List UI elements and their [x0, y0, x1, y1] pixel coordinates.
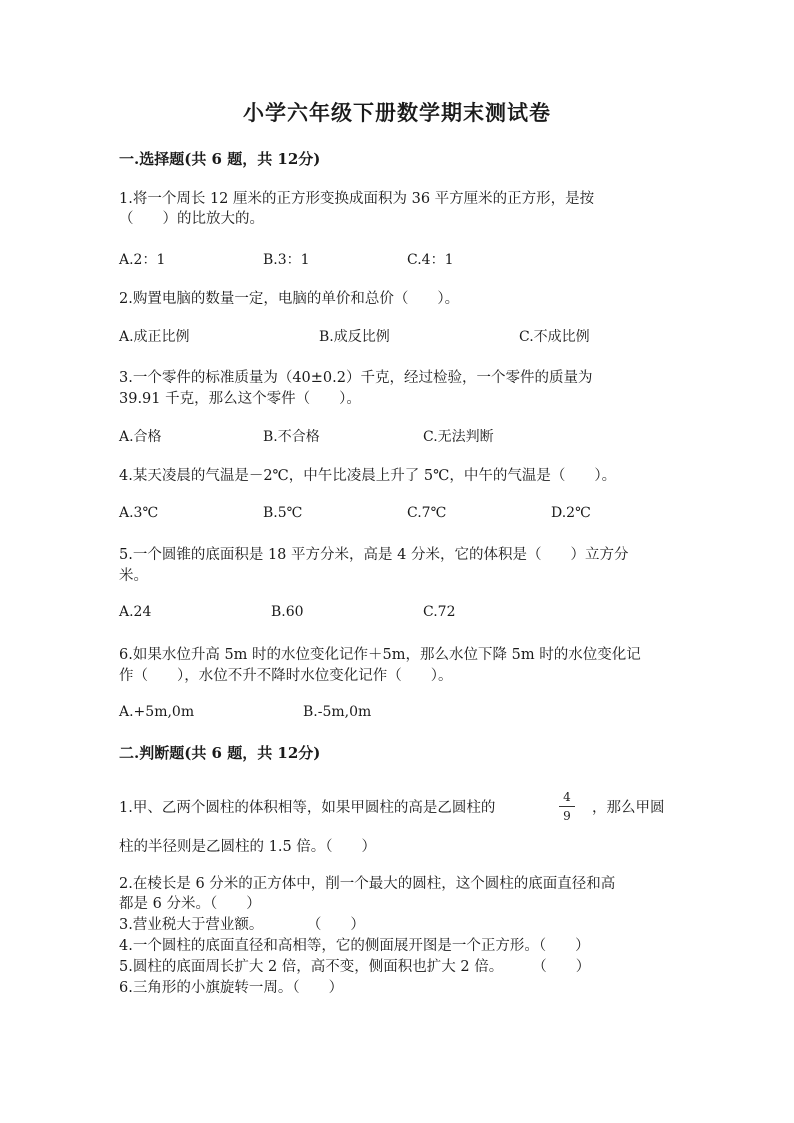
question-6-line-2: 作（ ），水位不升不降时水位变化记作（ ）。 — [119, 668, 453, 684]
section-heading-judgement: 二.判断题(共 6 题，共 12分) — [119, 744, 321, 762]
page-title: 小学六年级下册数学期末测试卷 — [243, 100, 551, 125]
fraction-bar — [559, 806, 575, 807]
question-5-line-1: 5.一个圆锥的底面积是 18 平方分米，高是 4 分米，它的体积是（ ）立方分 — [119, 547, 629, 563]
question-4-option-c: C.7℃ — [407, 505, 447, 521]
question-5-line-2: 米。 — [119, 568, 148, 584]
question-4-option-a: A.3℃ — [119, 505, 159, 521]
question-5-option-a: A.24 — [119, 604, 152, 620]
judgement-2-line-1: 2.在棱长是 6 分米的正方体中，削一个最大的圆柱，这个圆柱的底面直径和高 — [119, 876, 616, 892]
question-3-line-1: 3.一个零件的标准质量为（40±0.2）千克，经过检验，一个零件的质量为 — [119, 370, 593, 386]
question-2-option-c: C.不成比例 — [519, 329, 590, 345]
judgement-2-line-2: 都是 6 分米。（ ） — [119, 896, 261, 912]
section-heading-choice: 一.选择题(共 6 题，共 12分) — [119, 150, 321, 168]
judgement-6: 6.三角形的小旗旋转一周。（ ） — [119, 980, 344, 996]
question-1-option-b: B.3：1 — [263, 252, 310, 268]
question-2-line-1: 2.购置电脑的数量一定，电脑的单价和总价（ ）。 — [119, 291, 460, 307]
question-1-option-a: A.2：1 — [119, 252, 166, 268]
question-1-option-c: C.4：1 — [407, 252, 454, 268]
question-4-line-1: 4.某天凌晨的气温是－2℃，中午比凌晨上升了 5℃，中午的气温是（ ）。 — [119, 468, 617, 484]
question-6-option-a: A.+5m,0m — [119, 704, 195, 720]
question-6-line-1: 6.如果水位升高 5m 时的水位变化记作＋5m，那么水位下降 5m 时的水位变化记 — [119, 647, 641, 663]
question-3-option-a: A.合格 — [119, 429, 162, 445]
judgement-3: 3.营业税大于营业额。 （ ） — [119, 917, 365, 933]
question-1-line-2: （ ）的比放大的。 — [119, 211, 264, 227]
judgement-1-line-1a: 1.甲、乙两个圆柱的体积相等，如果甲圆柱的高是乙圆柱的 — [119, 800, 496, 816]
question-5-option-c: C.72 — [423, 604, 456, 620]
question-2-option-b: B.成反比例 — [319, 329, 390, 345]
question-4-option-b: B.5℃ — [263, 505, 303, 521]
question-3-line-2: 39.91 千克，那么这个零件（ ）。 — [119, 391, 361, 407]
judgement-1-line-1b: ，那么甲圆 — [592, 800, 665, 816]
question-4-option-d: D.2℃ — [551, 505, 591, 521]
question-1-line-1: 1.将一个周长 12 厘米的正方形变换成面积为 36 平方厘米的正方形，是按 — [119, 191, 595, 207]
judgement-1-line-2: 柱的半径则是乙圆柱的 1.5 倍。（ ） — [119, 839, 377, 855]
judgement-4: 4.一个圆柱的底面直径和高相等，它的侧面展开图是一个正方形。（ ） — [119, 938, 590, 954]
question-6-option-b: B.-5m,0m — [303, 704, 372, 720]
question-5-option-b: B.60 — [271, 604, 304, 620]
judgement-5: 5.圆柱的底面周长扩大 2 倍，高不变，侧面积也扩大 2 倍。 （ ） — [119, 959, 591, 975]
fraction-four-ninths — [559, 790, 575, 823]
question-2-option-a: A.成正比例 — [119, 329, 190, 345]
question-3-option-c: C.无法判断 — [423, 429, 494, 445]
fraction-denominator: 9 — [563, 809, 571, 823]
fraction-numerator: 4 — [563, 790, 571, 804]
question-3-option-b: B.不合格 — [263, 429, 320, 445]
